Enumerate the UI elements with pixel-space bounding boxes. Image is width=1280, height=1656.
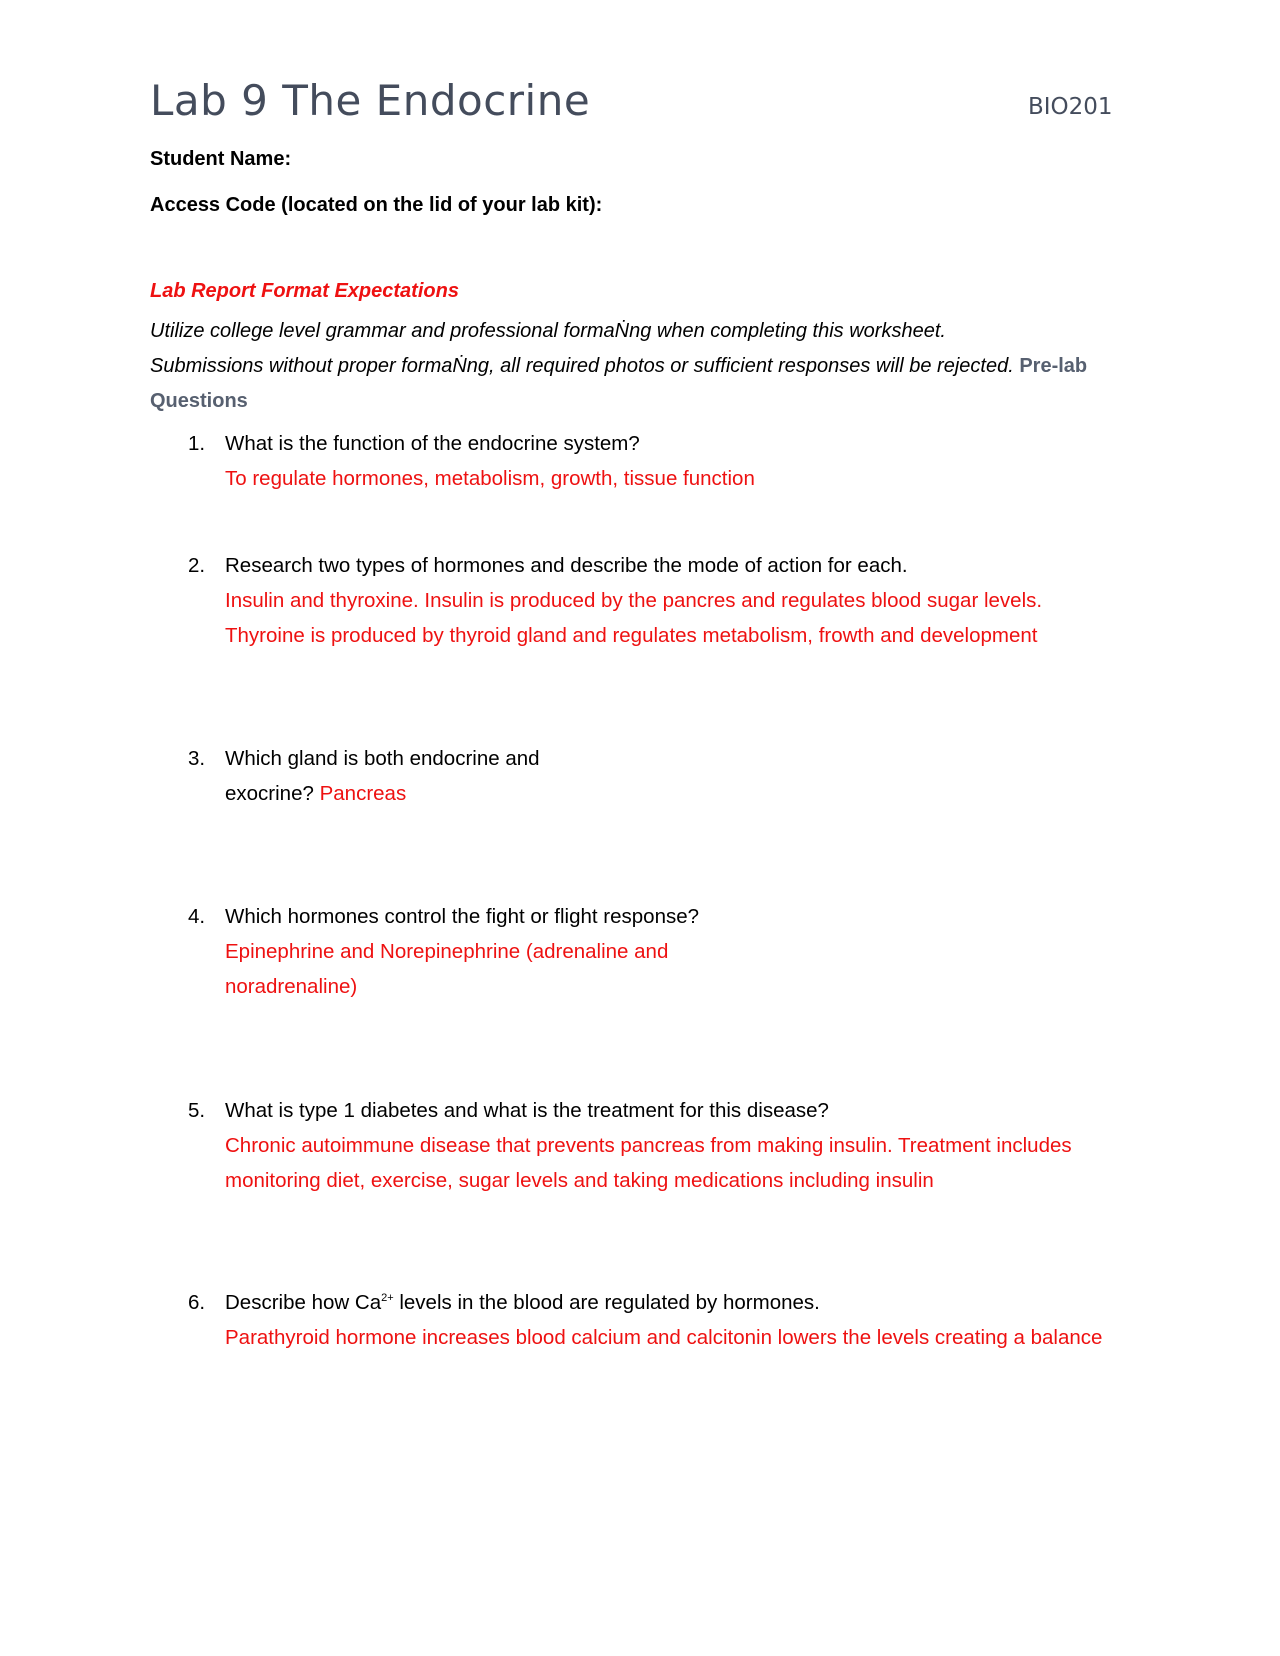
question-5 <box>150 1093 1140 1198</box>
answer-inline: Pancreas <box>319 782 407 805</box>
question-text: Which hormones control the fight or flight response? <box>225 905 700 928</box>
answer-line: Chronic autoimmune disease that prevents pancreas from making insulin. Treatment includes <box>225 1134 1072 1157</box>
question-text-continued <box>225 776 1140 811</box>
question-text-end: levels in the blood are regulated by hormones. <box>393 1291 820 1314</box>
answer-line: Insulin and thyroxine. Insulin is produced by the pancres and regulates blood sugar levels. <box>225 589 1043 612</box>
question-number: 3. <box>188 747 206 770</box>
question-number: 6. <box>188 1291 206 1314</box>
question-text-end: exocrine? <box>225 782 314 805</box>
answer-line: Epinephrine and Norepinephrine (adrenaline and <box>225 940 669 963</box>
superscript-charge: 2+ <box>381 1292 394 1305</box>
question-1 <box>150 426 1140 496</box>
question-number: 2. <box>188 554 206 577</box>
answer-line: To regulate hormones, metabolism, growth, tissue function <box>225 467 755 490</box>
access-code-label: Access Code (located on the lid of your lab kit): <box>150 194 603 216</box>
format-line-1: Utilize college level grammar and professional formaṄng when completing this worksheet. <box>150 320 946 342</box>
question-text: Research two types of hormones and describe the mode of action for each. <box>225 554 908 577</box>
answer-line: Thyroine is produced by thyroid gland and regulates metabolism, frowth and development <box>225 624 1038 647</box>
question-4 <box>150 899 1140 1004</box>
answer-line: noradrenaline) <box>225 975 358 998</box>
question-number: 5. <box>188 1099 206 1122</box>
format-heading: Lab Report Format Expectations <box>150 280 459 302</box>
prelab-heading: Pre-lab Questions <box>150 355 1088 412</box>
question-text: Which gland is both endocrine and <box>225 747 540 770</box>
question-3 <box>150 741 1140 811</box>
format-line-2-text: Submissions without proper formaṄng, all required photos or sufficient responses will be rejected. <box>150 355 1014 377</box>
question-6 <box>150 1285 1140 1355</box>
question-text: What is the function of the endocrine system? <box>225 432 640 455</box>
format-line-2 <box>150 349 1110 419</box>
question-number: 1. <box>188 432 206 455</box>
question-text <box>225 1285 1140 1320</box>
question-number: 4. <box>188 905 206 928</box>
page-title: Lab 9 The Endocrine <box>150 76 591 125</box>
student-name-label: Student Name: <box>150 148 292 170</box>
format-instructions <box>150 314 1110 419</box>
course-code: BIO201 <box>1028 94 1113 120</box>
answer-line: monitoring diet, exercise, sugar levels and taking medications including insulin <box>225 1169 934 1192</box>
question-2 <box>150 548 1140 653</box>
question-text: What is type 1 diabetes and what is the treatment for this disease? <box>225 1099 829 1122</box>
question-text-start: Describe how Ca <box>225 1291 382 1314</box>
answer-line: Parathyroid hormone increases blood calcium and calcitonin lowers the levels creating a balance <box>225 1326 1103 1349</box>
